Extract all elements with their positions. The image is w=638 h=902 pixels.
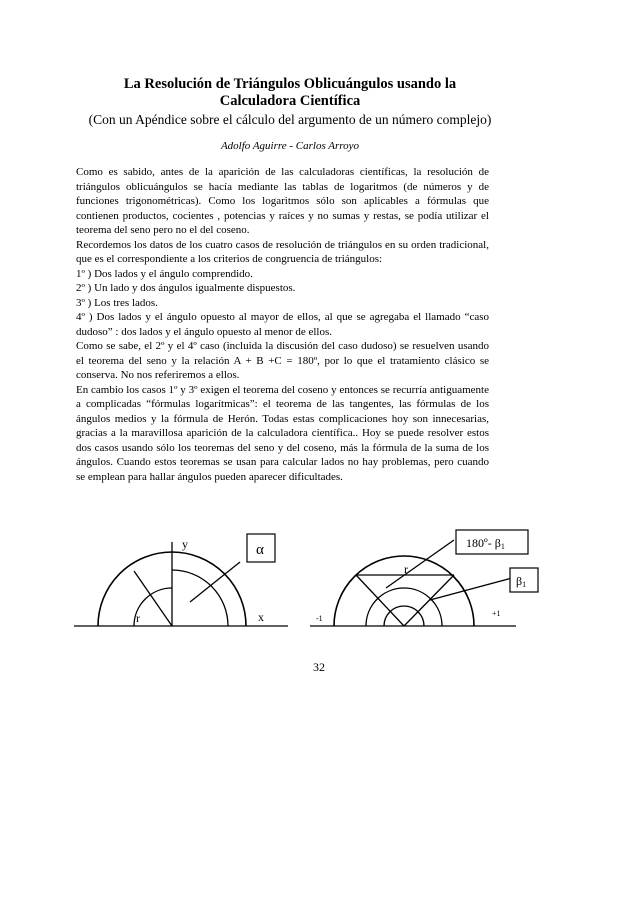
paragraph-cases-intro: Recordemos los datos de los cuatro casos de resolución de triángulos en su orden tradicional, que es el correspondiente a los criterios de congruencia de triángulos: [76,238,489,265]
label-180-minus-beta [466,536,505,551]
title-line-1: La Resolución de Triángulos Oblicuángulos usando la [123,76,457,92]
label-beta-main: β [516,574,523,588]
body-text [76,165,489,484]
radius-upper-right [356,575,404,626]
label-r-left: r [136,611,140,625]
inner-arc-right [366,588,442,626]
paragraph-sine-cases: Como se sabe, el 2º y el 4º caso (incluida la discusión del caso dudoso) se resuelven usando el teorema del seno y la relación A + B +C = 180º, por lo que el tratamiento clásico se conserva. No nos referiremos a ellos. [76,340,489,381]
small-arc-right [384,606,424,626]
label-alpha: α [256,542,264,558]
label-x: x [258,610,264,624]
paper-authors: Adolfo Aguirre - Carlos Arroyo [220,140,360,152]
label-180-minus-beta-sub: 1 [500,542,505,551]
figure-angles [0,520,638,640]
paragraph-intro: Como es sabido, antes de la aparición de las calculadoras científicas, la resolución de triángulos oblicuángulos se hacía mediante las tablas de logaritmos (de números y de funciones trigonométricas). Como los logaritmos sólo son aplicables a fórmulas que contienen productos, cocientes , potencias y raíces y no sumas y restas, se podía utilizar el teorema del seno pero no el del coseno. [76,166,489,236]
paragraph-case-2: 2º ) Un lado y dos ángulos igualmente dispuestos. [76,282,296,294]
pointer-beta [430,578,512,600]
label-r-right: r [404,562,408,576]
paper-subtitle: (Con un Apéndice sobre el cálculo del argumento de un número complejo) [88,112,492,127]
paragraph-case-1: 1º ) Dos lados y el ángulo comprendido. [76,267,253,280]
paragraph-cosine-cases: En cambio los casos 1º y 3º exigen el teorema del coseno y entonces se recurría antiguamente a complicadas “fórmulas logarítmicas”: el teorema de las tangentes, las fórmulas de los ángulos medios y la fórmula de Herón. Todas estas complicaciones hoy son innecesarias, gracias a la maravillosa aparición de la calculadora científica.. Hoy se puede resolver estos dos casos usando sólo los teoremas del seno y del coseno, más la fórmula de la suma de los ángulos. Cuando estos teoremas se usan para calcular lados no hay problemas, pero cuando se emplean para hallar ángulos pueden aparecer dificultades. [76,383,489,483]
title-line-2: Calculadora Científica [219,93,361,109]
paper-title [80,76,500,110]
pointer-180-beta [386,540,454,588]
label-y: y [182,537,188,551]
label-beta-sub: 1 [522,580,527,589]
paragraph-case-4: 4º ) Dos lados y el ángulo opuesto al mayor de ellos, al que se agregaba el llamado “caso dudoso” : dos lados y el ángulo opuesto al menor de ellos. [76,311,489,338]
radius-lower-right [404,575,454,626]
figure-svg [0,520,638,640]
label-plus1: +1 [492,609,501,618]
paragraph-case-3: 3º ) Los tres lados. [76,296,158,309]
label-minus1: -1 [316,614,323,623]
label-180-minus-beta-main: 180º- β [466,536,501,550]
page-number: 32 [313,660,325,674]
